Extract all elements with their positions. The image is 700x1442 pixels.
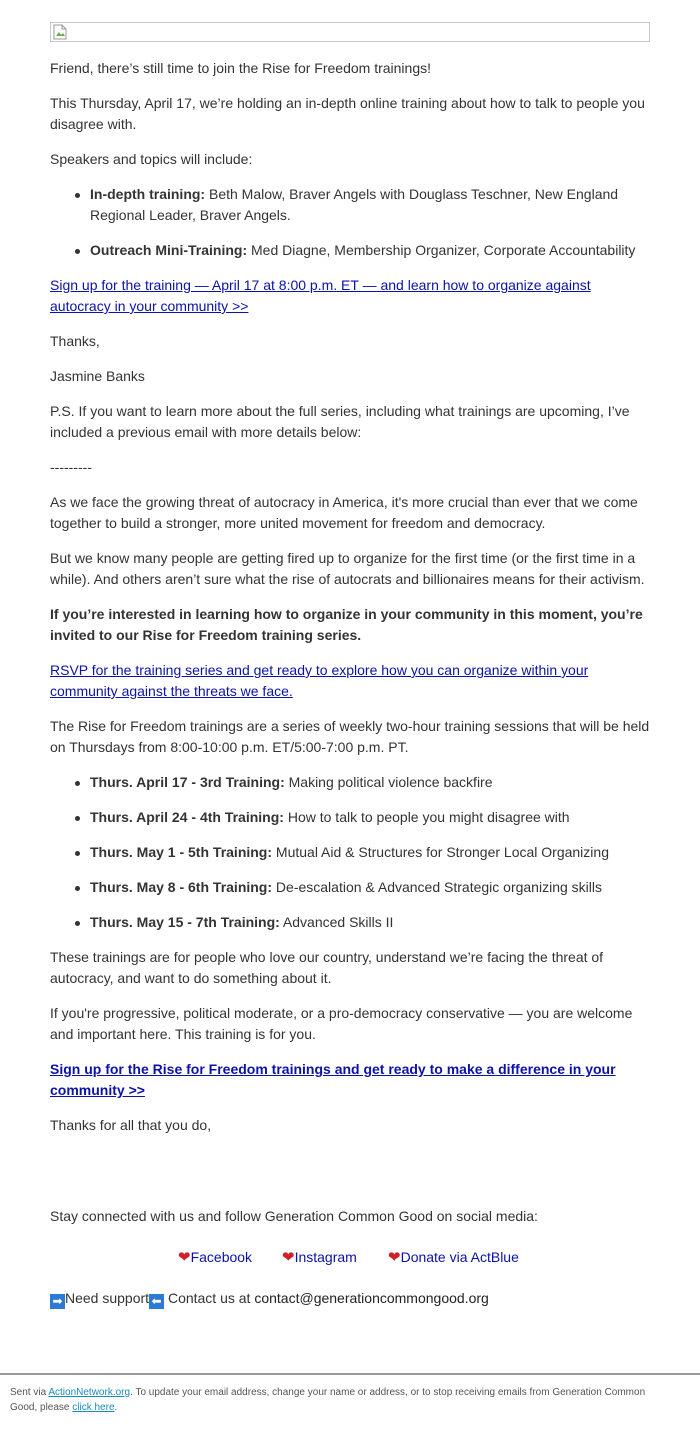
speaker-label: In-depth training: [90, 186, 206, 202]
broken-image-icon [53, 24, 67, 40]
signup-training-link[interactable]: Sign up for the training — April 17 at 8:00 p.m. ET — and learn how to organize against autocracy in your community >> [50, 277, 591, 314]
invite-paragraph: If you’re interested in learning how to organize in your community in this moment, you’re invited to our Rise for Freedom training series. [50, 606, 643, 643]
instagram-label: Instagram [294, 1249, 357, 1265]
footer-text [10, 1385, 670, 1415]
session-text: De-escalation & Advanced Strategic organizing skills [272, 879, 602, 895]
footer-unsubscribe-text: . To update your email address, change your name or address, or to stop receiving emails from Generation Common Good, please [10, 1387, 646, 1413]
session-item [90, 912, 650, 933]
footer-end: . [114, 1402, 118, 1413]
audience-paragraph: These trainings are for people who love our country, understand we’re facing the threat of autocracy, and want to do something about it. [50, 949, 604, 986]
contact-email[interactable]: contact@generationcommongood.org [254, 1290, 489, 1306]
speaker-item [90, 240, 650, 261]
bullet [75, 816, 80, 821]
bullet [75, 781, 80, 786]
session-item [90, 807, 650, 828]
body-paragraph-2: But we know many people are getting fired up to organize for the first time (or the first time in a while). And others aren’t sure what the rise of autocrats and billionaires means for their activism. [50, 550, 645, 587]
session-label: Thurs. April 17 - 3rd Training: [90, 774, 285, 790]
session-text: Mutual Aid & Structures for Stronger Local Organizing [272, 844, 609, 860]
heart-icon: ❤ [282, 1249, 295, 1266]
closing: Thanks for all that you do, [50, 1117, 212, 1133]
arrow-left-icon: ⬅ [149, 1294, 164, 1309]
bullet [75, 193, 80, 198]
session-label: Thurs. May 15 - 7th Training: [90, 914, 280, 930]
session-text: Advanced Skills II [279, 914, 394, 930]
facebook-label: Facebook [190, 1249, 253, 1265]
footer [0, 1373, 700, 1442]
arrow-right-icon: ➡ [50, 1294, 65, 1309]
session-label: Thurs. April 24 - 4th Training: [90, 809, 284, 825]
heart-icon: ❤ [388, 1249, 401, 1266]
signup-trainings-link[interactable]: Sign up for the Rise for Freedom trainings and get ready to make a difference in your community >> [50, 1061, 616, 1098]
event-paragraph: This Thursday, April 17, we’re holding an in-depth online training about how to talk to people you disagree with. [50, 95, 645, 132]
bullet [75, 851, 80, 856]
bullet [75, 921, 80, 926]
click-here-link[interactable]: click here [72, 1402, 115, 1413]
signature: Jasmine Banks [50, 368, 145, 384]
footer-sent-via: Sent via [10, 1387, 49, 1398]
support-label: Need support [65, 1290, 150, 1306]
session-item [90, 772, 650, 793]
heart-icon: ❤ [178, 1249, 191, 1266]
session-label: Thurs. May 1 - 5th Training: [90, 844, 273, 860]
support-line [50, 1288, 650, 1309]
social-lead: Stay connected with us and follow Generation Common Good on social media: [50, 1208, 538, 1224]
greeting: Friend, there’s still time to join the Rise for Freedom trainings! [50, 60, 432, 76]
facebook-link[interactable] [178, 1247, 252, 1268]
bullet [75, 249, 80, 254]
series-description: The Rise for Freedom trainings are a series of weekly two-hour training sessions that will be held on Thursdays from 8:00-10:00 p.m. ET/5:00-7:00 p.m. PT. [50, 718, 650, 755]
speaker-text: Beth Malow, Braver Angels with Douglass Teschner, New England Regional Leader, Braver Angels. [90, 186, 619, 223]
rsvp-link-wrap [50, 660, 610, 702]
session-text: Making political violence backfire [284, 774, 493, 790]
speakers-lead: Speakers and topics will include: [50, 151, 253, 167]
ps-paragraph: P.S. If you want to learn more about the full series, including what trainings are upcoming, I’ve included a previous email with more details below: [50, 403, 630, 440]
session-item [90, 842, 650, 863]
signup-link-2-wrap [50, 1059, 630, 1101]
bullet [75, 886, 80, 891]
actionnetwork-link[interactable]: ActionNetwork.org [48, 1387, 131, 1398]
header-image-placeholder [50, 22, 650, 42]
speaker-label: Outreach Mini-Training: [90, 242, 248, 258]
session-item [90, 877, 650, 898]
body-paragraph-1: As we face the growing threat of autocracy in America, it's more crucial than ever that we come together to build a stronger, more united movement for freedom and democracy. [50, 494, 638, 531]
divider: --------- [50, 459, 92, 475]
rsvp-link[interactable]: RSVP for the training series and get ready to explore how you can organize within your community against the threats we face. [50, 662, 589, 699]
instagram-link[interactable] [282, 1247, 357, 1268]
signup-link-wrap [50, 275, 610, 317]
donate-label: Donate via ActBlue [400, 1249, 519, 1265]
speaker-text: Med Diagne, Membership Organizer, Corporate Accountability [247, 242, 636, 258]
contact-label: Contact us at [164, 1290, 255, 1306]
thanks: Thanks, [50, 333, 100, 349]
donate-link[interactable] [388, 1247, 519, 1268]
speaker-item [90, 184, 650, 226]
session-text: How to talk to people you might disagree with [283, 809, 570, 825]
session-label: Thurs. May 8 - 6th Training: [90, 879, 273, 895]
welcome-paragraph: If you're progressive, political moderate, or a pro-democracy conservative — you are welcome and important here. This training is for you. [50, 1005, 633, 1042]
